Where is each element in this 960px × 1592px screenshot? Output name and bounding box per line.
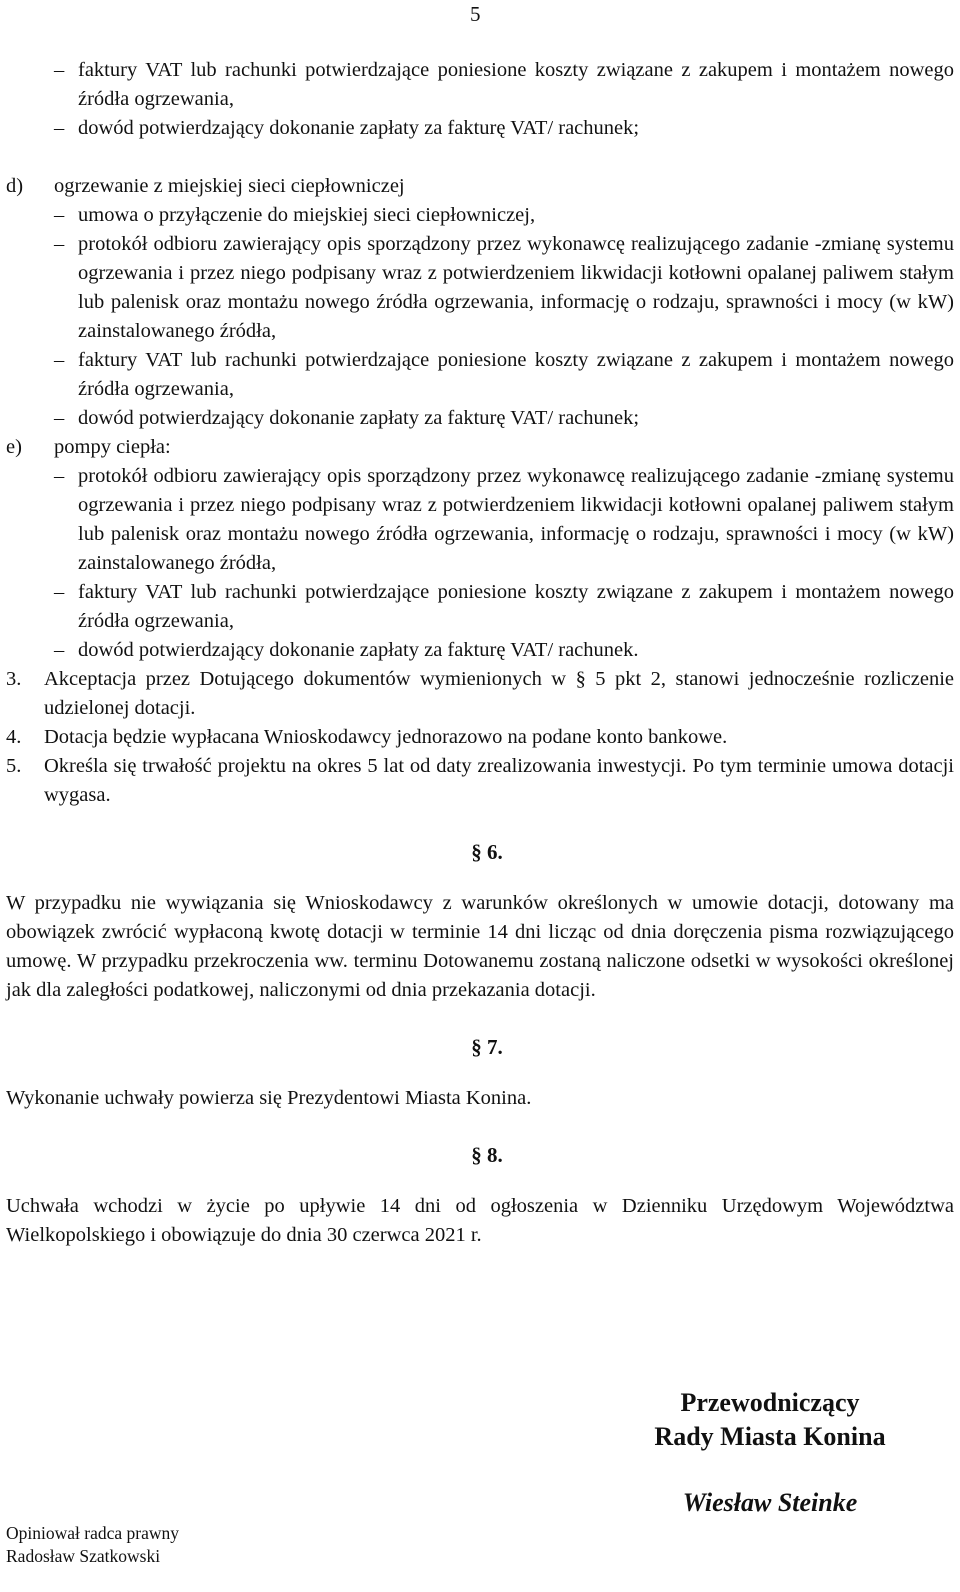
list-item-e-faktury: – faktury VAT lub rachunki potwierdzające poniesione koszty związane z zakupem i montażem nowego źródła ogrzewania, [6, 578, 954, 636]
signature-name: Wiesław Steinke [682, 1488, 858, 1517]
advisor-line1: Opiniował radca prawny [6, 1523, 179, 1543]
section-heading-7: § 7. [471, 1035, 503, 1059]
numbered-item-5 [6, 752, 954, 810]
numbered-item-3 [6, 665, 954, 723]
section-text-6: W przypadku nie wywiązania się Wnioskodawcy z warunków określonych w umowie dotacji, dotowany ma obowiązek zwrócić wypłaconą kwotę dotacji w terminie 14 dni licząc od dnia doręczenia pisma rozwiązującego umowę. W przypadku przekroczenia ww. terminu Dotowanemu zostaną naliczone odsetki w wysokości określonej jak dla zaległości podatkowej, naliczonymi od dnia przekazania dotacji. [6, 892, 954, 1001]
signature-title [640, 1386, 900, 1454]
legal-advisor-note [6, 1522, 179, 1568]
advisor-line2: Radosław Szatkowski [6, 1546, 161, 1566]
numbered-text-3: Akceptacja przez Dotującego dokumentów wymienionych w § 5 pkt 2, stanowi jednocześnie rozliczenie udzielonej dotacji. [44, 668, 954, 719]
section-heading-6: § 6. [471, 840, 503, 864]
list-title-d: ogrzewanie z miejskiej sieci ciepłowniczej [54, 175, 405, 197]
list-item-e-dowod: – dowód potwierdzający dokonanie zapłaty za fakturę VAT/ rachunek. [6, 636, 954, 665]
section-text-7: Wykonanie uchwały powierza się Prezydentowi Miasta Konina. [6, 1087, 532, 1109]
list-item-c-faktury: – faktury VAT lub rachunki potwierdzające poniesione koszty związane z zakupem i montażem nowego źródła ogrzewania, [6, 56, 954, 114]
list-item-e [6, 433, 954, 462]
list-label-d: d) [6, 175, 24, 197]
list-item-d-protokol: – protokół odbioru zawierający opis sporządzony przez wykonawcę realizującego zadanie -zmianę systemu ogrzewania i przez niego podpisany wraz z potwierdzeniem likwidacji kotłowni opalanej paliwem stałym lub palenisk oraz montażu nowego źródła ogrzewania, informację o rodzaju, sprawności i mocy (w kW) zainstalowanego źródła, [6, 230, 954, 346]
list-item-e-protokol: – protokół odbioru zawierający opis sporządzony przez wykonawcę realizującego zadanie -zmianę systemu ogrzewania i przez niego podpisany wraz z potwierdzeniem likwidacji kotłowni opalanej paliwem stałym lub palenisk oraz montażu nowego źródła ogrzewania, informację o rodzaju, sprawności i mocy (w kW) zainstalowanego źródła, [6, 462, 954, 578]
list-item-d-umowa: – umowa o przyłączenie do miejskiej sieci ciepłowniczej, [6, 201, 954, 230]
signature-title-line2: Rady Miasta Konina [654, 1422, 886, 1451]
numbered-label-3: 3. [6, 668, 22, 690]
numbered-text-5: Określa się trwałość projektu na okres 5 lat od daty zrealizowania inwestycji. Po tym terminie umowa dotacji wygasa. [44, 755, 954, 806]
list-label-e: e) [6, 436, 22, 458]
numbered-text-4: Dotacja będzie wypłacana Wnioskodawcy jednorazowo na podane konto bankowe. [44, 726, 728, 748]
list-item-d-dowod: – dowód potwierdzający dokonanie zapłaty za fakturę VAT/ rachunek; [6, 404, 954, 433]
list-item-c-dowod: – dowód potwierdzający dokonanie zapłaty za fakturę VAT/ rachunek; [6, 114, 954, 143]
section-text-8: Uchwała wchodzi w życie po upływie 14 dni od ogłoszenia w Dzienniku Urzędowym Województwa Wielkopolskiego i obowiązuje do dnia 30 czerwca 2021 r. [6, 1195, 954, 1246]
section-heading-8: § 8. [471, 1143, 503, 1167]
numbered-item-4 [6, 723, 954, 752]
numbered-label-4: 4. [6, 726, 22, 748]
page-number: 5 [470, 2, 481, 26]
list-item-d-faktury: – faktury VAT lub rachunki potwierdzające poniesione koszty związane z zakupem i montażem nowego źródła ogrzewania, [6, 346, 954, 404]
list-title-e: pompy ciepła: [54, 436, 171, 458]
list-item-d [6, 172, 954, 201]
document-body [6, 56, 954, 1250]
numbered-label-5: 5. [6, 755, 22, 777]
signature-title-line1: Przewodniczący [680, 1388, 860, 1417]
